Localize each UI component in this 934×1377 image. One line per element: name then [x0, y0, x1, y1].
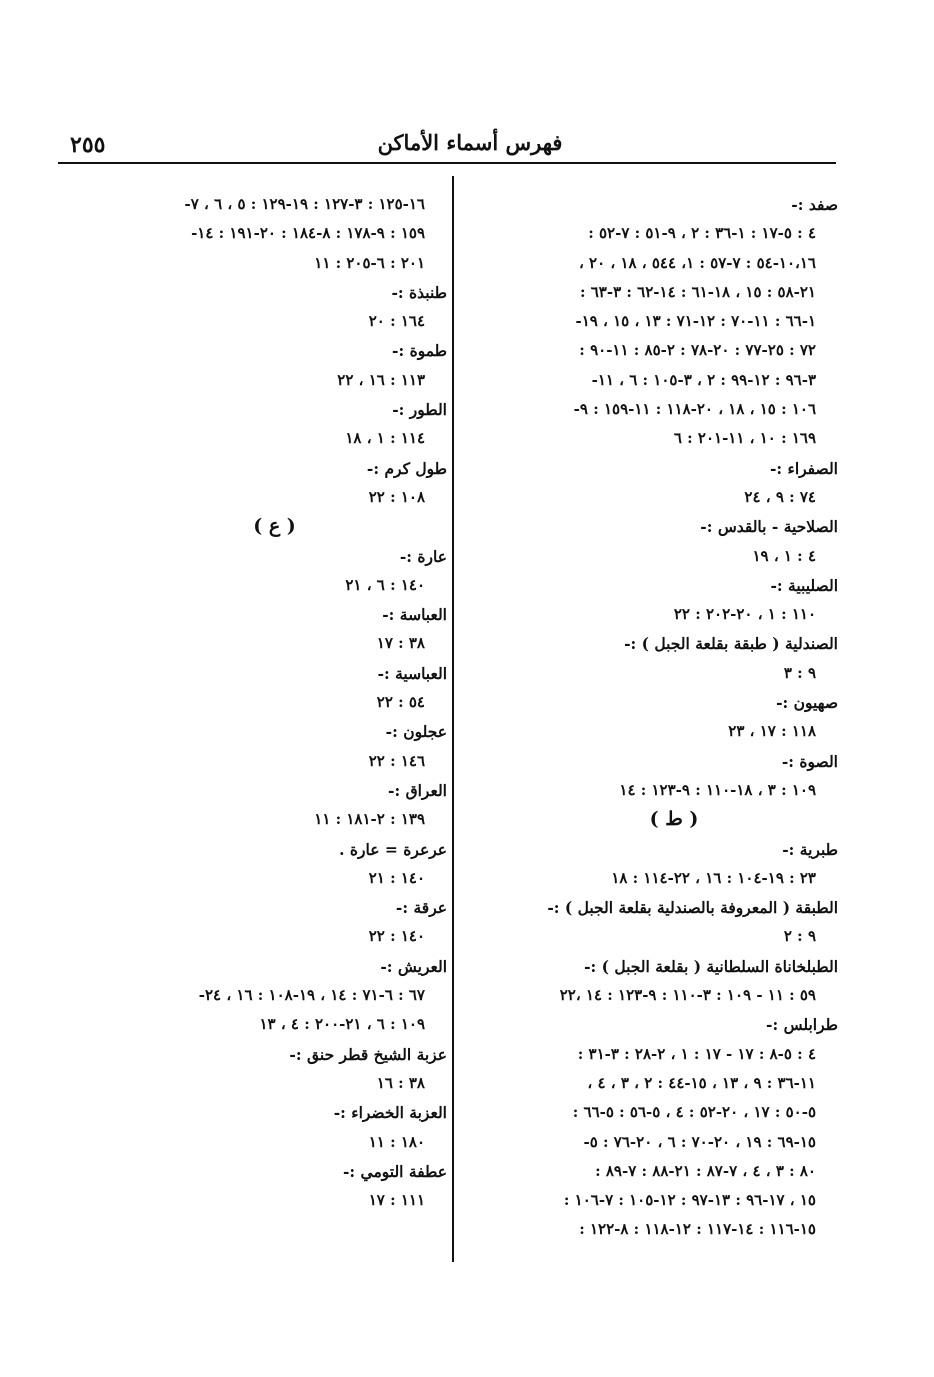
reference-line: ١-٦٦ : ١١-٧٠ : ١٢-٧١ : ١٣ ، ١٥ ، ١٩-	[575, 312, 816, 331]
reference-line: ٣٨ : ١٦	[376, 1073, 425, 1092]
reference-line: ١٦-١٢٥ : ٣-١٢٧ : ١٩-١٢٩ : ٥ ، ٦ ، ٧-	[184, 195, 425, 213]
reference-line: ٤ : ٥-١٧ : ١-٣٦ : ٢ ، ٩-٥١ : ٧-٥٢ :	[588, 224, 816, 243]
reference-line: ٥-٥٠ : ١٧ ، ٢٠-٥٢ : ٤ ، ٥-٥٦ : ٥-٦٦ :	[572, 1103, 816, 1122]
reference-line: ١١٤ : ١ ، ١٨	[345, 429, 425, 448]
reference-line: ١٠٨ : ٢٢	[368, 487, 425, 506]
place-heading: طموة :-	[392, 341, 447, 361]
reference-line: ١٥٩ : ٩-١٧٨ : ٨-١٨٤ : ٢٠-١٩١ : ١٤-	[191, 224, 425, 243]
reference-line: ١٠٩ : ٣ ، ١٨-١١٠ : ٩-١٢٣ : ١٤	[619, 780, 816, 799]
reference-line: ١٥-٦٩ : ١٩ ، ٢٠-٧٠ : ٦ ، ٢٠-٧٦ : ٥-	[583, 1132, 816, 1151]
reference-line: ١٤٦ : ٢٢	[368, 751, 425, 770]
place-heading: الصليبية :-	[770, 575, 838, 595]
right-column	[470, 190, 838, 1245]
reference-line: ٩ : ٣	[783, 663, 816, 682]
place-heading: العباسية :-	[377, 663, 447, 683]
reference-line: ٣-٩٦ : ١٢-٩٩ : ٢ ، ٣-١٠٥ : ٦ ، ١١-	[591, 370, 816, 389]
place-heading: عطفة التومي :-	[343, 1161, 447, 1181]
reference-line: ١٠٩ : ٦ ، ٢١-٢٠٠ : ٤ ، ١٣	[259, 1015, 425, 1034]
place-heading: عرعرة = عارة .	[339, 839, 447, 859]
place-heading: عرقة :-	[395, 898, 447, 918]
place-heading: العزبة الخضراء :-	[333, 1103, 447, 1123]
place-heading: طرابلس :-	[766, 1015, 838, 1035]
place-heading: الطبلخاناة السلطانية ( بقلعة الجبل ) :-	[584, 956, 838, 976]
reference-line: ١٨٠ : ١١	[368, 1132, 425, 1151]
reference-line: ١٦٩ : ١٠ ، ١١-٢٠١ : ٦	[673, 429, 816, 448]
reference-line: ١٠،١٦-٥٤ : ٧-٥٧ : ١، ٥٤٤ ، ١٨ ، ٢٠ ،	[578, 253, 816, 272]
column-divider	[452, 176, 454, 1262]
letter-heading: ( ع )	[253, 515, 296, 538]
reference-line: ١٤٠ : ٦ ، ٢١	[345, 575, 425, 594]
reference-line: ١٤٠ : ٢٢	[368, 927, 425, 946]
reference-line: ٧٤ : ٩ ، ٢٤	[744, 487, 816, 506]
page-title: فهرس أسماء الأماكن	[377, 130, 563, 155]
place-heading: صهيون :-	[776, 693, 838, 713]
place-heading: الطبقة ( المعروفة بالصندلية بقلعة الجبل ) :-	[547, 898, 838, 918]
place-heading: الصوة :-	[781, 751, 838, 771]
reference-line: ١٠٦ : ١٥ ، ١٨ ، ٢٠-١١٨ : ١١-١٥٩ : ٩-	[573, 400, 816, 419]
left-column	[62, 190, 447, 1215]
reference-line: ١١٨ : ١٧ ، ٢٣	[728, 722, 816, 741]
header-rule	[58, 162, 836, 164]
reference-line: ٣٨ : ١٧	[376, 634, 425, 653]
reference-line: ١١-٣٦ : ٩ ، ١٣ ، ١٥-٤٤ : ٢ ، ٣ ، ٤ ،	[587, 1073, 816, 1092]
reference-line: ١١٣ : ١٦ ، ٢٢	[337, 370, 425, 389]
place-heading: العباسة :-	[382, 605, 447, 625]
place-heading: العريش :-	[380, 956, 447, 976]
place-heading: العراق :-	[388, 780, 447, 800]
reference-line: ٥٩ : ١١ - ١٠٩ : ٣-١١٠ : ٩-١٢٣ : ١٤ ،٢٢	[559, 986, 816, 1005]
reference-line: ١٥ ، ١٧-٩٦ : ١٣-٩٧ : ١٢-١٠٥ : ٧-١٠٦ :	[563, 1191, 816, 1210]
reference-line: ٢٣ : ١٩-١٠٤ : ١٦ ، ٢٢-١١٤ : ١٨	[611, 868, 816, 887]
place-heading: الطور :-	[392, 400, 447, 420]
place-heading: الصفراء :-	[769, 458, 838, 478]
reference-line: ٤ : ١ ، ١٩	[752, 546, 816, 565]
place-heading: طنبذة :-	[391, 282, 447, 302]
place-heading: عزبة الشيخ قطر حنق :-	[289, 1044, 447, 1064]
place-heading: طبرية :-	[782, 839, 838, 859]
reference-line: ٢١-٥٨ : ١٥ ، ١٨-٦١ : ١٤-٦٢ : ٣-٦٣ :	[579, 282, 816, 301]
reference-line: ١٣٩ : ٢-١٨١ : ١١	[314, 810, 425, 829]
reference-line: ١٦٤ : ٢٠	[368, 312, 425, 331]
reference-line: ١٥-١١٦ : ١٤-١١٧ : ١٢-١١٨ : ٨-١٢٢ :	[579, 1220, 816, 1239]
reference-line: ٥٤ : ٢٢	[376, 693, 425, 712]
reference-line: ٧٢ : ٢٥-٧٧ : ٢٠-٧٨ : ٢-٨٥ : ١١-٩٠ :	[579, 341, 816, 360]
letter-heading: ( ط )	[649, 808, 699, 831]
page-number: ٢٥٥	[70, 132, 106, 158]
reference-line: ١٤٠ : ٢١	[368, 868, 425, 887]
reference-line: ٢٠١ : ٦-٢٠٥ : ١١	[314, 253, 425, 272]
place-heading: طول كرم :-	[366, 458, 447, 478]
place-heading: صفد :-	[791, 195, 838, 214]
reference-line: ٨٠ : ٣ ، ٤ ، ٧-٨٧ : ٢١-٨٨ : ٧-٨٩ :	[595, 1161, 816, 1180]
place-heading: الصندلية ( طبقة بقلعة الجبل ) :-	[624, 634, 838, 654]
reference-line: ٤ : ٥-٨ : ١٧ - ١٧ : ١ ، ٢-٢٨ : ٣-٣١ :	[577, 1044, 816, 1063]
reference-line: ١١١ : ١٧	[368, 1191, 425, 1210]
place-heading: الصلاحية - بالقدس :-	[700, 517, 838, 537]
reference-line: ٦٧ : ٦-٧١ : ١٤ ، ١٩-١٠٨ : ١٦ ، ٢٤-	[198, 986, 425, 1005]
reference-line: ٩ : ٢	[783, 927, 816, 946]
place-heading: عجلون :-	[385, 722, 447, 742]
place-heading: عارة :-	[399, 546, 447, 566]
reference-line: ١١٠ : ١ ، ٢٠-٢٠٢ : ٢٢	[673, 605, 816, 624]
